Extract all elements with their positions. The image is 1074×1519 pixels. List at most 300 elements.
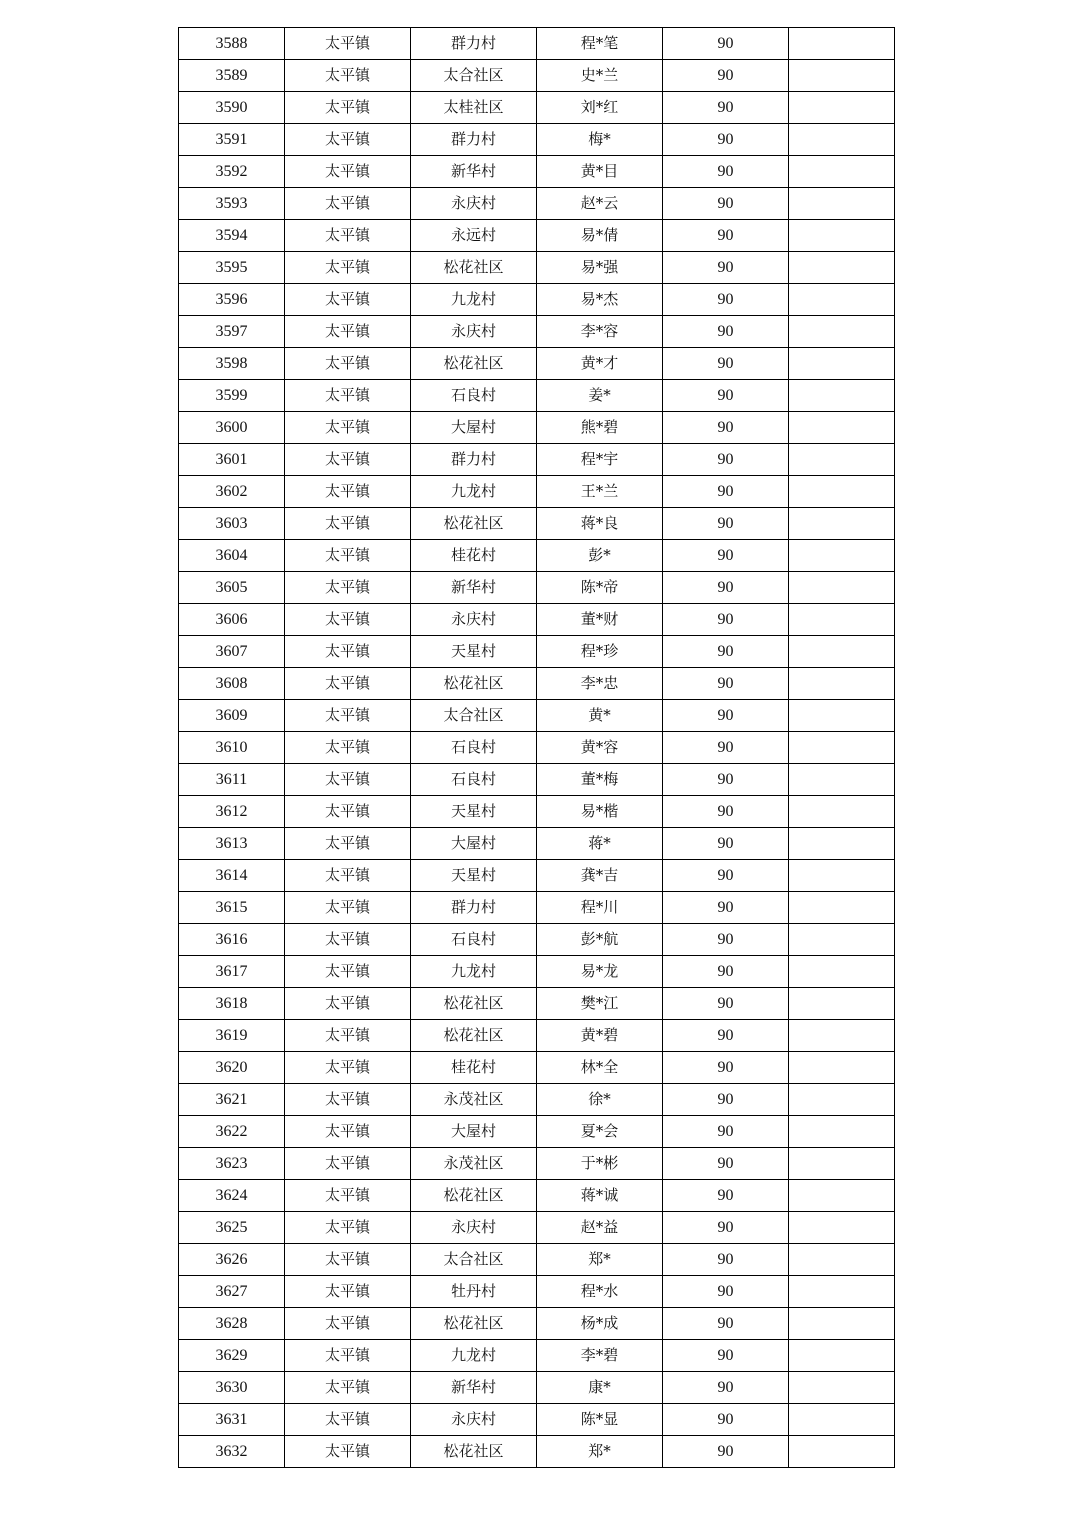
amount-cell: 90 [663, 1244, 789, 1276]
village-cell: 永庆村 [411, 316, 537, 348]
serial-number-cell: 3631 [179, 1404, 285, 1436]
name-cell: 董*财 [537, 604, 663, 636]
table-row [179, 604, 895, 636]
amount-cell: 90 [663, 60, 789, 92]
village-cell: 天星村 [411, 860, 537, 892]
village-cell: 新华村 [411, 156, 537, 188]
village-cell: 太桂社区 [411, 92, 537, 124]
table-row [179, 1212, 895, 1244]
table-row [179, 1084, 895, 1116]
serial-number-cell: 3594 [179, 220, 285, 252]
village-cell: 松花社区 [411, 1020, 537, 1052]
table-row [179, 1372, 895, 1404]
village-cell: 永茂社区 [411, 1084, 537, 1116]
name-cell: 赵*云 [537, 188, 663, 220]
town-cell: 太平镇 [285, 1404, 411, 1436]
remark-cell [789, 284, 895, 316]
table-row [179, 412, 895, 444]
village-cell: 牡丹村 [411, 1276, 537, 1308]
village-cell: 大屋村 [411, 1116, 537, 1148]
table-row [179, 1116, 895, 1148]
serial-number-cell: 3622 [179, 1116, 285, 1148]
remark-cell [789, 1020, 895, 1052]
amount-cell: 90 [663, 668, 789, 700]
table-row [179, 508, 895, 540]
serial-number-cell: 3598 [179, 348, 285, 380]
town-cell: 太平镇 [285, 1436, 411, 1468]
remark-cell [789, 668, 895, 700]
village-cell: 永远村 [411, 220, 537, 252]
town-cell: 太平镇 [285, 604, 411, 636]
town-cell: 太平镇 [285, 1276, 411, 1308]
village-cell: 松花社区 [411, 252, 537, 284]
remark-cell [789, 1276, 895, 1308]
table-row [179, 1404, 895, 1436]
table-row [179, 252, 895, 284]
serial-number-cell: 3589 [179, 60, 285, 92]
amount-cell: 90 [663, 700, 789, 732]
town-cell: 太平镇 [285, 1052, 411, 1084]
remark-cell [789, 188, 895, 220]
table-row [179, 156, 895, 188]
table-row [179, 284, 895, 316]
village-cell: 松花社区 [411, 988, 537, 1020]
town-cell: 太平镇 [285, 1212, 411, 1244]
remark-cell [789, 892, 895, 924]
table-row [179, 1148, 895, 1180]
serial-number-cell: 3611 [179, 764, 285, 796]
amount-cell: 90 [663, 1436, 789, 1468]
village-cell: 九龙村 [411, 476, 537, 508]
serial-number-cell: 3606 [179, 604, 285, 636]
table-row [179, 1052, 895, 1084]
remark-cell [789, 412, 895, 444]
village-cell: 九龙村 [411, 284, 537, 316]
serial-number-cell: 3602 [179, 476, 285, 508]
town-cell: 太平镇 [285, 188, 411, 220]
name-cell: 董*梅 [537, 764, 663, 796]
village-cell: 永庆村 [411, 188, 537, 220]
remark-cell [789, 732, 895, 764]
remark-cell [789, 1404, 895, 1436]
serial-number-cell: 3629 [179, 1340, 285, 1372]
town-cell: 太平镇 [285, 796, 411, 828]
town-cell: 太平镇 [285, 1308, 411, 1340]
amount-cell: 90 [663, 1052, 789, 1084]
town-cell: 太平镇 [285, 92, 411, 124]
remark-cell [789, 828, 895, 860]
name-cell: 蒋*诚 [537, 1180, 663, 1212]
records-table-body [179, 28, 895, 1468]
table-row [179, 540, 895, 572]
amount-cell: 90 [663, 1340, 789, 1372]
remark-cell [789, 604, 895, 636]
amount-cell: 90 [663, 924, 789, 956]
town-cell: 太平镇 [285, 668, 411, 700]
name-cell: 赵*益 [537, 1212, 663, 1244]
village-cell: 大屋村 [411, 412, 537, 444]
village-cell: 永庆村 [411, 604, 537, 636]
table-row [179, 348, 895, 380]
amount-cell: 90 [663, 892, 789, 924]
serial-number-cell: 3600 [179, 412, 285, 444]
amount-cell: 90 [663, 540, 789, 572]
town-cell: 太平镇 [285, 860, 411, 892]
name-cell: 黄*容 [537, 732, 663, 764]
town-cell: 太平镇 [285, 1020, 411, 1052]
village-cell: 松花社区 [411, 1180, 537, 1212]
remark-cell [789, 764, 895, 796]
name-cell: 易*龙 [537, 956, 663, 988]
name-cell: 彭* [537, 540, 663, 572]
remark-cell [789, 1084, 895, 1116]
name-cell: 康* [537, 1372, 663, 1404]
serial-number-cell: 3618 [179, 988, 285, 1020]
village-cell: 群力村 [411, 444, 537, 476]
table-row [179, 316, 895, 348]
amount-cell: 90 [663, 348, 789, 380]
amount-cell: 90 [663, 860, 789, 892]
serial-number-cell: 3632 [179, 1436, 285, 1468]
serial-number-cell: 3626 [179, 1244, 285, 1276]
town-cell: 太平镇 [285, 988, 411, 1020]
table-row [179, 380, 895, 412]
remark-cell [789, 636, 895, 668]
table-row [179, 636, 895, 668]
table-row [179, 1180, 895, 1212]
name-cell: 易*杰 [537, 284, 663, 316]
table-row [179, 1308, 895, 1340]
town-cell: 太平镇 [285, 1244, 411, 1276]
remark-cell [789, 1436, 895, 1468]
amount-cell: 90 [663, 1308, 789, 1340]
village-cell: 松花社区 [411, 668, 537, 700]
town-cell: 太平镇 [285, 380, 411, 412]
amount-cell: 90 [663, 1148, 789, 1180]
amount-cell: 90 [663, 1212, 789, 1244]
town-cell: 太平镇 [285, 1148, 411, 1180]
table-row [179, 924, 895, 956]
amount-cell: 90 [663, 508, 789, 540]
remark-cell [789, 316, 895, 348]
village-cell: 永庆村 [411, 1212, 537, 1244]
remark-cell [789, 572, 895, 604]
serial-number-cell: 3620 [179, 1052, 285, 1084]
table-row [179, 892, 895, 924]
table-row [179, 700, 895, 732]
town-cell: 太平镇 [285, 156, 411, 188]
amount-cell: 90 [663, 156, 789, 188]
village-cell: 九龙村 [411, 956, 537, 988]
table-row [179, 92, 895, 124]
table-row [179, 988, 895, 1020]
amount-cell: 90 [663, 796, 789, 828]
amount-cell: 90 [663, 284, 789, 316]
serial-number-cell: 3630 [179, 1372, 285, 1404]
name-cell: 林*全 [537, 1052, 663, 1084]
name-cell: 刘*红 [537, 92, 663, 124]
amount-cell: 90 [663, 956, 789, 988]
name-cell: 李*碧 [537, 1340, 663, 1372]
remark-cell [789, 1180, 895, 1212]
remark-cell [789, 476, 895, 508]
remark-cell [789, 796, 895, 828]
table-row [179, 1436, 895, 1468]
name-cell: 黄* [537, 700, 663, 732]
name-cell: 陈*帝 [537, 572, 663, 604]
village-cell: 石良村 [411, 732, 537, 764]
village-cell: 石良村 [411, 924, 537, 956]
village-cell: 太合社区 [411, 700, 537, 732]
amount-cell: 90 [663, 1116, 789, 1148]
name-cell: 郑* [537, 1244, 663, 1276]
amount-cell: 90 [663, 28, 789, 60]
table-row [179, 1340, 895, 1372]
table-row [179, 668, 895, 700]
name-cell: 梅* [537, 124, 663, 156]
town-cell: 太平镇 [285, 476, 411, 508]
amount-cell: 90 [663, 764, 789, 796]
name-cell: 蒋*良 [537, 508, 663, 540]
serial-number-cell: 3621 [179, 1084, 285, 1116]
table-row [179, 476, 895, 508]
remark-cell [789, 60, 895, 92]
name-cell: 徐* [537, 1084, 663, 1116]
serial-number-cell: 3601 [179, 444, 285, 476]
table-row [179, 1276, 895, 1308]
town-cell: 太平镇 [285, 412, 411, 444]
name-cell: 姜* [537, 380, 663, 412]
village-cell: 新华村 [411, 1372, 537, 1404]
town-cell: 太平镇 [285, 924, 411, 956]
name-cell: 程*宇 [537, 444, 663, 476]
town-cell: 太平镇 [285, 508, 411, 540]
village-cell: 石良村 [411, 380, 537, 412]
amount-cell: 90 [663, 1084, 789, 1116]
town-cell: 太平镇 [285, 1340, 411, 1372]
village-cell: 群力村 [411, 892, 537, 924]
table-row [179, 1020, 895, 1052]
amount-cell: 90 [663, 1020, 789, 1052]
village-cell: 松花社区 [411, 1308, 537, 1340]
name-cell: 于*彬 [537, 1148, 663, 1180]
name-cell: 史*兰 [537, 60, 663, 92]
amount-cell: 90 [663, 828, 789, 860]
serial-number-cell: 3603 [179, 508, 285, 540]
serial-number-cell: 3596 [179, 284, 285, 316]
serial-number-cell: 3595 [179, 252, 285, 284]
serial-number-cell: 3619 [179, 1020, 285, 1052]
amount-cell: 90 [663, 412, 789, 444]
town-cell: 太平镇 [285, 444, 411, 476]
village-cell: 九龙村 [411, 1340, 537, 1372]
town-cell: 太平镇 [285, 316, 411, 348]
remark-cell [789, 220, 895, 252]
name-cell: 程*珍 [537, 636, 663, 668]
serial-number-cell: 3628 [179, 1308, 285, 1340]
village-cell: 松花社区 [411, 1436, 537, 1468]
town-cell: 太平镇 [285, 956, 411, 988]
town-cell: 太平镇 [285, 1116, 411, 1148]
name-cell: 黄*目 [537, 156, 663, 188]
name-cell: 夏*会 [537, 1116, 663, 1148]
amount-cell: 90 [663, 988, 789, 1020]
name-cell: 蒋* [537, 828, 663, 860]
amount-cell: 90 [663, 92, 789, 124]
remark-cell [789, 1244, 895, 1276]
table-row [179, 1244, 895, 1276]
amount-cell: 90 [663, 444, 789, 476]
amount-cell: 90 [663, 316, 789, 348]
amount-cell: 90 [663, 1404, 789, 1436]
name-cell: 杨*成 [537, 1308, 663, 1340]
village-cell: 桂花村 [411, 540, 537, 572]
town-cell: 太平镇 [285, 892, 411, 924]
town-cell: 太平镇 [285, 1084, 411, 1116]
table-row [179, 828, 895, 860]
town-cell: 太平镇 [285, 1372, 411, 1404]
town-cell: 太平镇 [285, 252, 411, 284]
amount-cell: 90 [663, 572, 789, 604]
town-cell: 太平镇 [285, 636, 411, 668]
village-cell: 永茂社区 [411, 1148, 537, 1180]
remark-cell [789, 444, 895, 476]
name-cell: 黄*碧 [537, 1020, 663, 1052]
table-row [179, 124, 895, 156]
serial-number-cell: 3593 [179, 188, 285, 220]
serial-number-cell: 3607 [179, 636, 285, 668]
table-row [179, 572, 895, 604]
name-cell: 郑* [537, 1436, 663, 1468]
village-cell: 松花社区 [411, 348, 537, 380]
name-cell: 黄*才 [537, 348, 663, 380]
town-cell: 太平镇 [285, 60, 411, 92]
table-row [179, 956, 895, 988]
name-cell: 彭*航 [537, 924, 663, 956]
serial-number-cell: 3617 [179, 956, 285, 988]
amount-cell: 90 [663, 252, 789, 284]
remark-cell [789, 28, 895, 60]
amount-cell: 90 [663, 380, 789, 412]
name-cell: 易*强 [537, 252, 663, 284]
village-cell: 群力村 [411, 124, 537, 156]
table-row [179, 60, 895, 92]
amount-cell: 90 [663, 1372, 789, 1404]
remark-cell [789, 156, 895, 188]
name-cell: 樊*江 [537, 988, 663, 1020]
remark-cell [789, 700, 895, 732]
town-cell: 太平镇 [285, 348, 411, 380]
name-cell: 程*水 [537, 1276, 663, 1308]
name-cell: 易*倩 [537, 220, 663, 252]
remark-cell [789, 988, 895, 1020]
town-cell: 太平镇 [285, 220, 411, 252]
amount-cell: 90 [663, 188, 789, 220]
village-cell: 太合社区 [411, 1244, 537, 1276]
name-cell: 龚*吉 [537, 860, 663, 892]
serial-number-cell: 3610 [179, 732, 285, 764]
town-cell: 太平镇 [285, 540, 411, 572]
table-row [179, 796, 895, 828]
serial-number-cell: 3588 [179, 28, 285, 60]
village-cell: 天星村 [411, 796, 537, 828]
village-cell: 桂花村 [411, 1052, 537, 1084]
remark-cell [789, 92, 895, 124]
town-cell: 太平镇 [285, 732, 411, 764]
table-row [179, 764, 895, 796]
name-cell: 李*容 [537, 316, 663, 348]
serial-number-cell: 3605 [179, 572, 285, 604]
serial-number-cell: 3597 [179, 316, 285, 348]
amount-cell: 90 [663, 636, 789, 668]
table-row [179, 28, 895, 60]
name-cell: 程*川 [537, 892, 663, 924]
village-cell: 松花社区 [411, 508, 537, 540]
town-cell: 太平镇 [285, 764, 411, 796]
serial-number-cell: 3592 [179, 156, 285, 188]
remark-cell [789, 1340, 895, 1372]
serial-number-cell: 3612 [179, 796, 285, 828]
remark-cell [789, 924, 895, 956]
name-cell: 程*笔 [537, 28, 663, 60]
remark-cell [789, 348, 895, 380]
serial-number-cell: 3591 [179, 124, 285, 156]
name-cell: 易*楷 [537, 796, 663, 828]
amount-cell: 90 [663, 220, 789, 252]
village-cell: 群力村 [411, 28, 537, 60]
town-cell: 太平镇 [285, 28, 411, 60]
amount-cell: 90 [663, 1180, 789, 1212]
remark-cell [789, 1212, 895, 1244]
serial-number-cell: 3608 [179, 668, 285, 700]
village-cell: 永庆村 [411, 1404, 537, 1436]
serial-number-cell: 3614 [179, 860, 285, 892]
town-cell: 太平镇 [285, 572, 411, 604]
remark-cell [789, 124, 895, 156]
serial-number-cell: 3590 [179, 92, 285, 124]
table-row [179, 860, 895, 892]
town-cell: 太平镇 [285, 284, 411, 316]
amount-cell: 90 [663, 604, 789, 636]
village-cell: 大屋村 [411, 828, 537, 860]
amount-cell: 90 [663, 124, 789, 156]
remark-cell [789, 508, 895, 540]
records-table [178, 27, 895, 1468]
table-row [179, 188, 895, 220]
town-cell: 太平镇 [285, 1180, 411, 1212]
serial-number-cell: 3624 [179, 1180, 285, 1212]
serial-number-cell: 3609 [179, 700, 285, 732]
table-row [179, 732, 895, 764]
serial-number-cell: 3625 [179, 1212, 285, 1244]
name-cell: 熊*碧 [537, 412, 663, 444]
amount-cell: 90 [663, 1276, 789, 1308]
name-cell: 王*兰 [537, 476, 663, 508]
serial-number-cell: 3599 [179, 380, 285, 412]
name-cell: 李*忠 [537, 668, 663, 700]
remark-cell [789, 1052, 895, 1084]
name-cell: 陈*显 [537, 1404, 663, 1436]
serial-number-cell: 3623 [179, 1148, 285, 1180]
amount-cell: 90 [663, 476, 789, 508]
remark-cell [789, 540, 895, 572]
village-cell: 新华村 [411, 572, 537, 604]
remark-cell [789, 860, 895, 892]
table-row [179, 220, 895, 252]
town-cell: 太平镇 [285, 700, 411, 732]
serial-number-cell: 3604 [179, 540, 285, 572]
remark-cell [789, 1148, 895, 1180]
